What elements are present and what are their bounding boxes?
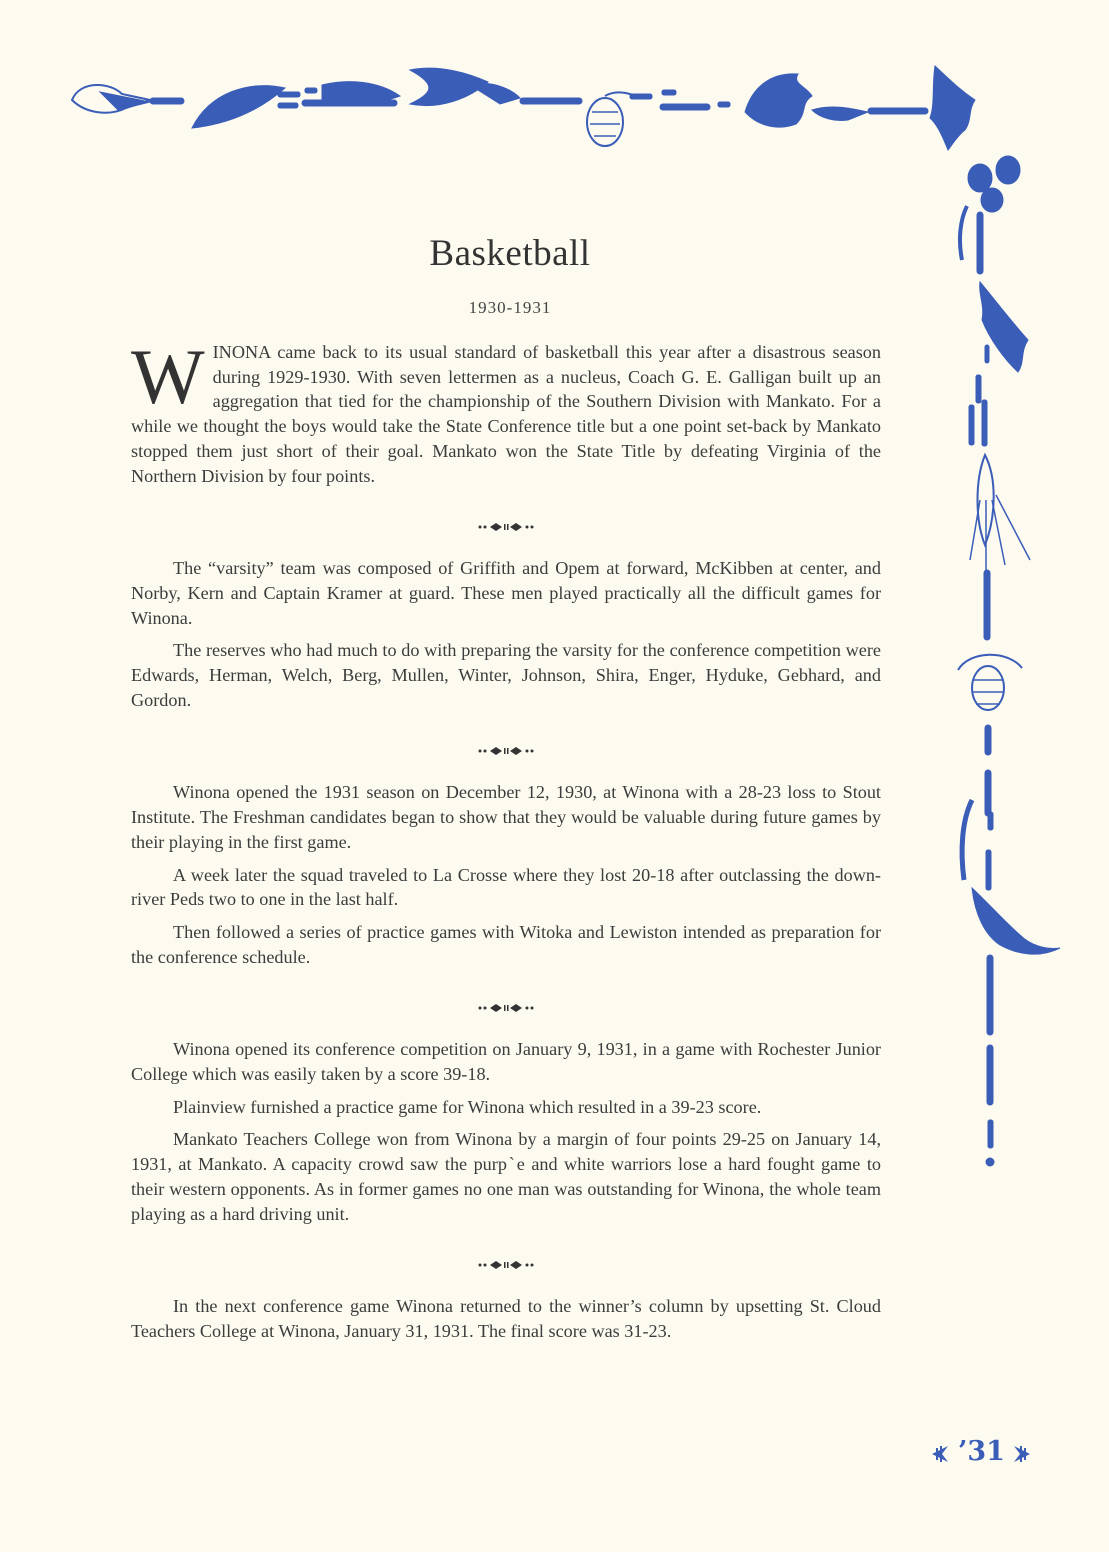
- divider-glyph-icon: [476, 1002, 536, 1014]
- drop-cap: W: [131, 333, 205, 420]
- corner-acorn-icon: [968, 164, 992, 192]
- paragraph: A week later the squad traveled to La Crosse where they lost 20-18 after outclassing the down-river Peds two to one in the last half.: [131, 864, 881, 910]
- paragraph: Then followed a series of practice games with Witoka and Lewiston intended as preparation for the conference schedule.: [131, 921, 881, 967]
- divider-glyph-icon: [476, 521, 536, 533]
- top-leaf-icon: [192, 86, 285, 128]
- page-title: Basketball: [429, 233, 591, 274]
- paragraph: Mankato Teachers College won from Winona by a margin of four points 29-25 on January 14, 1931, at Mankato. A capacity crowd saw the purpˋe and white warriors lose a hard fought game to their western opponents. As in former games no one man was outstanding for Winona, the whole team playing as a hard driving unit.: [131, 1129, 881, 1224]
- paragraph: Plainview furnished a practice game for Winona which resulted in a 39-23 score.: [173, 1096, 762, 1117]
- left-flourish-icon: [928, 1442, 950, 1466]
- paragraph: In the next conference game Winona returned to the winner’s column by upsetting St. Cloud Teachers College at Winona, January 31, 1931. The final score was 31-23.: [131, 1296, 881, 1341]
- corner-holly-leaf-icon: [930, 66, 975, 150]
- section-divider-ornament: [131, 514, 881, 528]
- section-divider-ornament: [131, 738, 881, 752]
- top-pinecone-icon: [587, 98, 623, 146]
- divider-glyph-icon: [476, 1259, 536, 1271]
- section-divider-ornament: [131, 1252, 881, 1266]
- top-oak-leaf-icon: [745, 74, 812, 127]
- paragraph: The “varsity” team was composed of Griffith and Opem at forward, McKibben at center, and Norby, Kern and Captain Kramer at guard. These men played practically all the difficult games for Winona.: [131, 558, 881, 628]
- page-footer-mark: [928, 1436, 1048, 1470]
- paragraph: Winona opened the 1931 season on December 12, 1930, at Winona with a 28-23 loss to Stout Institute. The Freshman candidates began to show that they would be valuable during future games by their playing in the first game.: [131, 782, 881, 852]
- intro-text: INONA came back to its usual standard of basketball this year after a disastrous season during 1929-1930. With seven lettermen as a nucleus, Coach G. E. Galligan built up an aggregation that tied for the championship of the Southern Division with Mankato. For a while we thought the boys would take the State Conference title but a one point set-back by Mankato stopped them just short of their goal. Mankato won the State Title by defeating Virginia of the Northern Division by four points.: [131, 342, 881, 486]
- intro-paragraph: [131, 333, 881, 488]
- right-flourish-icon: [1012, 1442, 1034, 1466]
- article-body: [131, 333, 881, 1352]
- right-lower-holly-icon: [972, 888, 1060, 954]
- season-years: 1930-1931: [468, 298, 552, 317]
- paragraph: The reserves who had much to do with preparing the varsity for the conference competition were Edwards, Herman, Welch, Berg, Mullen, Winter, Johnson, Shira, Enger, Hyduke, Gebhard, and Gordon.: [131, 640, 881, 710]
- year-mark: ’31: [958, 1436, 1005, 1467]
- section-divider-ornament: [131, 995, 881, 1009]
- divider-glyph-icon: [476, 745, 536, 757]
- paragraph: Winona opened its conference competition on January 9, 1931, in a game with Rochester Junior College which was easily taken by a score 39-18.: [131, 1039, 881, 1085]
